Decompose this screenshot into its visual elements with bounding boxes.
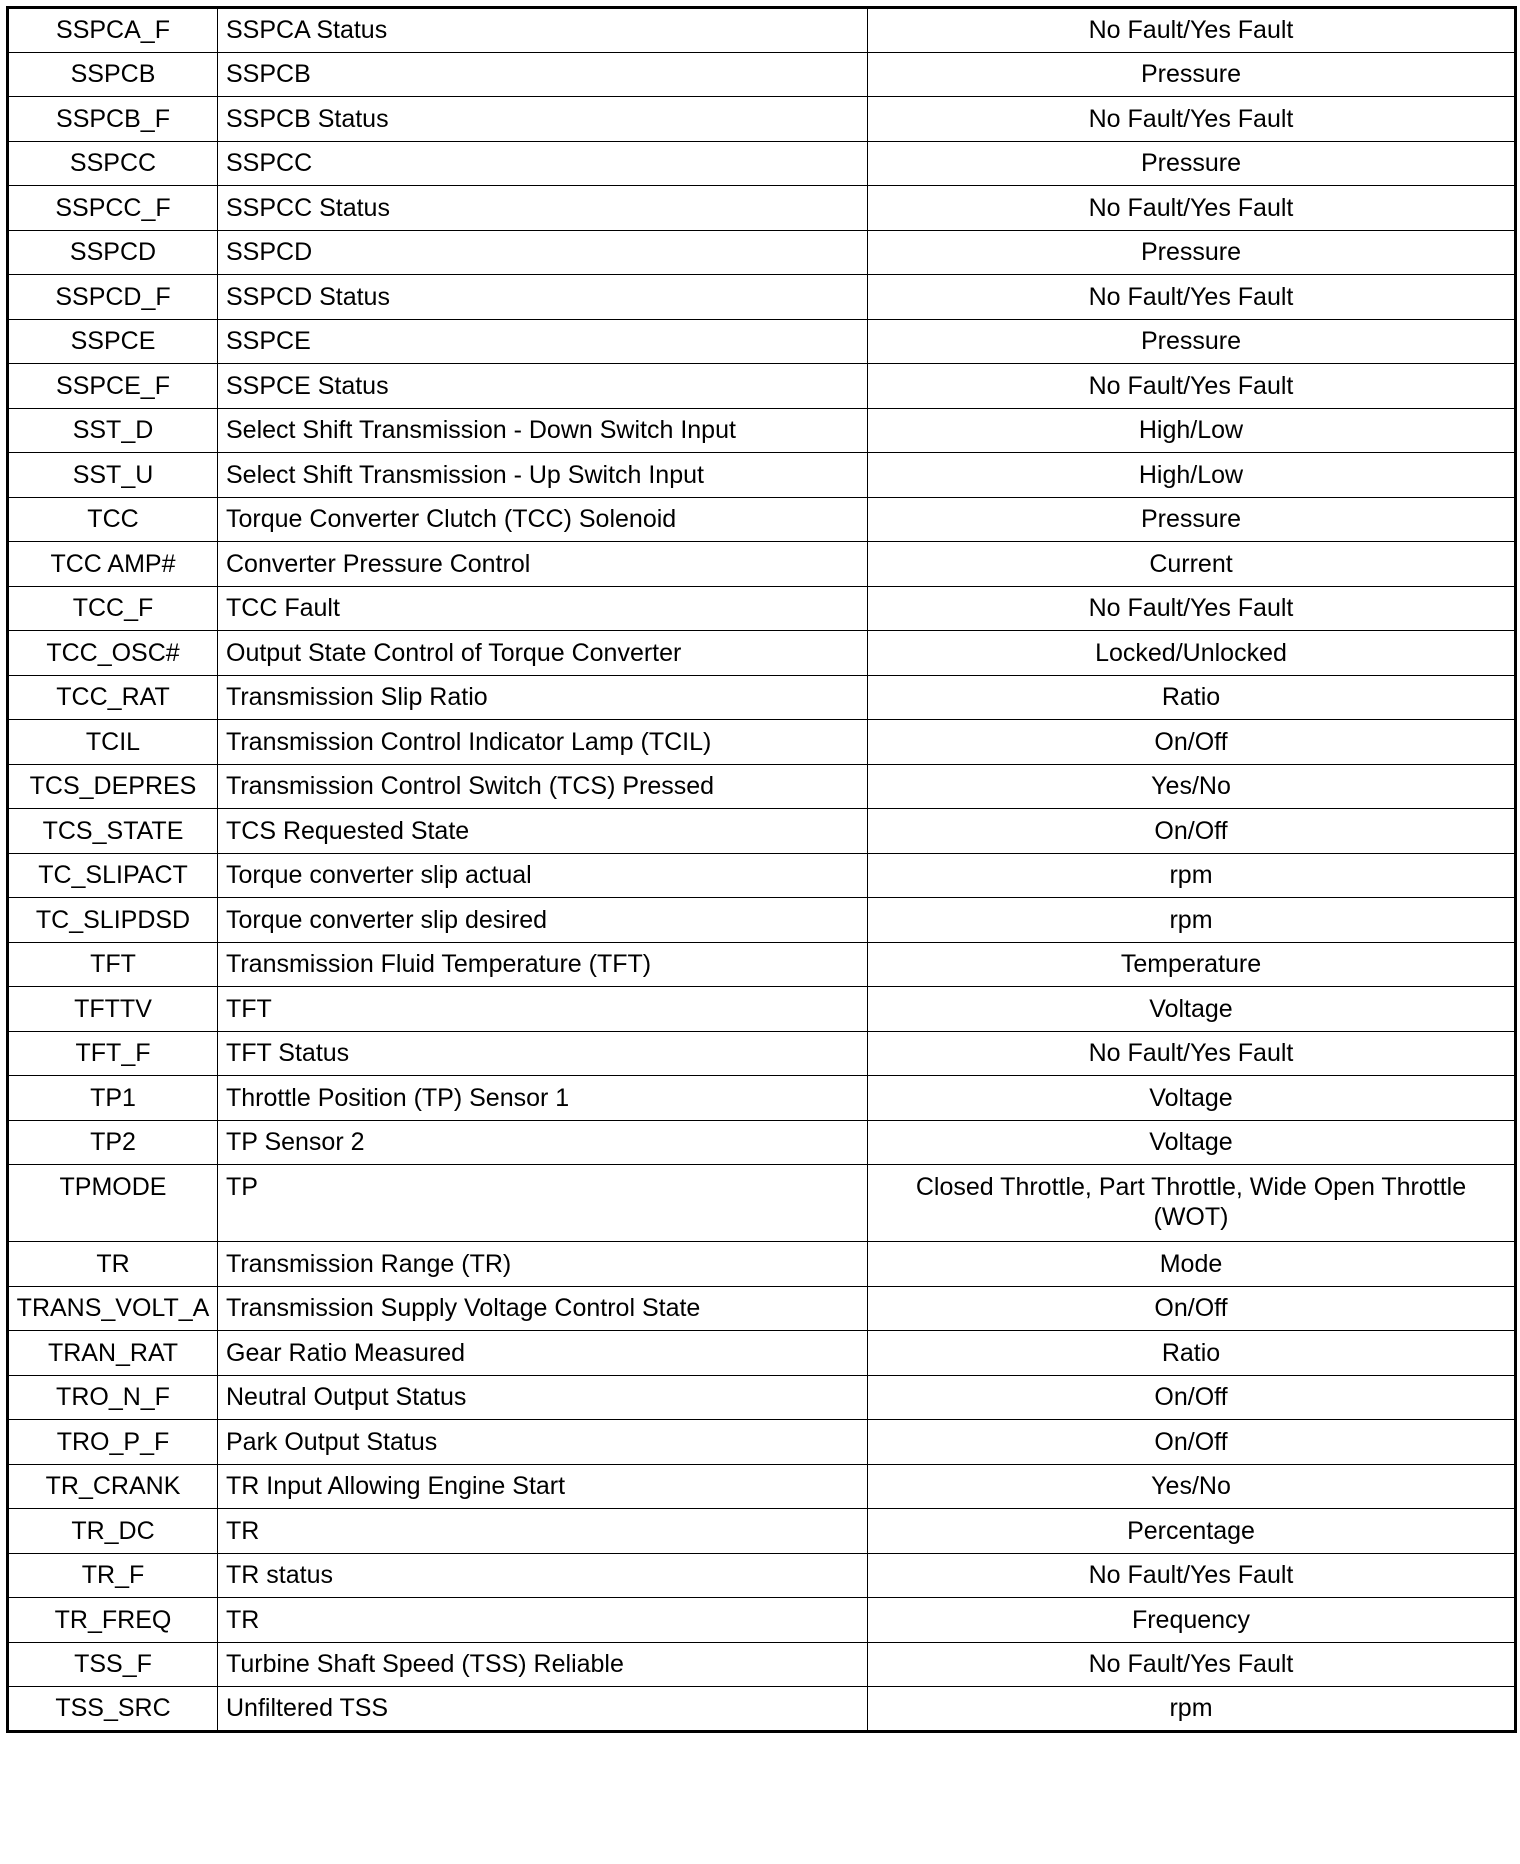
abbreviation-cell: SSPCB_F xyxy=(8,97,218,142)
description-cell: Torque Converter Clutch (TCC) Solenoid xyxy=(218,497,868,542)
description-cell: SSPCA Status xyxy=(218,8,868,53)
units-cell: No Fault/Yes Fault xyxy=(868,186,1516,231)
description-cell: TCC Fault xyxy=(218,586,868,631)
table-row xyxy=(8,1242,1516,1287)
abbreviation-cell: TCIL xyxy=(8,720,218,765)
units-cell: Pressure xyxy=(868,230,1516,275)
description-cell: TR xyxy=(218,1598,868,1643)
description-cell: Transmission Range (TR) xyxy=(218,1242,868,1287)
description-cell: SSPCB Status xyxy=(218,97,868,142)
abbreviation-cell: TCS_STATE xyxy=(8,809,218,854)
abbreviation-cell: TR_F xyxy=(8,1553,218,1598)
table-row xyxy=(8,1331,1516,1376)
abbreviation-cell: TCC AMP# xyxy=(8,542,218,587)
description-cell: Unfiltered TSS xyxy=(218,1687,868,1732)
abbreviation-cell: SSPCC xyxy=(8,141,218,186)
description-cell: Transmission Control Switch (TCS) Pressed xyxy=(218,764,868,809)
description-cell: SSPCE Status xyxy=(218,364,868,409)
description-cell: TFT xyxy=(218,987,868,1032)
table-row xyxy=(8,453,1516,498)
table-row xyxy=(8,631,1516,676)
description-cell: SSPCB xyxy=(218,52,868,97)
abbreviation-cell: TCC_RAT xyxy=(8,675,218,720)
units-cell: No Fault/Yes Fault xyxy=(868,586,1516,631)
units-cell: On/Off xyxy=(868,1375,1516,1420)
table-row xyxy=(8,542,1516,587)
table-row xyxy=(8,497,1516,542)
description-cell: Transmission Supply Voltage Control State xyxy=(218,1286,868,1331)
units-cell: Voltage xyxy=(868,1120,1516,1165)
abbreviation-cell: SSPCD xyxy=(8,230,218,275)
abbreviation-cell: TFT xyxy=(8,942,218,987)
description-cell: TP xyxy=(218,1165,868,1242)
abbreviation-cell: TP1 xyxy=(8,1076,218,1121)
table-row xyxy=(8,1031,1516,1076)
units-cell: No Fault/Yes Fault xyxy=(868,364,1516,409)
description-cell: Converter Pressure Control xyxy=(218,542,868,587)
table-row xyxy=(8,1076,1516,1121)
units-cell: Pressure xyxy=(868,319,1516,364)
table-row xyxy=(8,364,1516,409)
abbreviation-cell: TR_CRANK xyxy=(8,1464,218,1509)
table-row xyxy=(8,1464,1516,1509)
table-row xyxy=(8,275,1516,320)
description-cell: SSPCD xyxy=(218,230,868,275)
abbreviation-cell: TSS_F xyxy=(8,1642,218,1687)
units-cell: No Fault/Yes Fault xyxy=(868,1553,1516,1598)
units-cell: High/Low xyxy=(868,453,1516,498)
abbreviation-cell: TR_DC xyxy=(8,1509,218,1554)
units-cell: Locked/Unlocked xyxy=(868,631,1516,676)
table-row xyxy=(8,1375,1516,1420)
abbreviation-cell: TCC xyxy=(8,497,218,542)
description-cell: TR status xyxy=(218,1553,868,1598)
abbreviation-cell: TCS_DEPRES xyxy=(8,764,218,809)
description-cell: Throttle Position (TP) Sensor 1 xyxy=(218,1076,868,1121)
table-row xyxy=(8,942,1516,987)
abbreviation-cell: SSPCE_F xyxy=(8,364,218,409)
abbreviation-cell: TC_SLIPDSD xyxy=(8,898,218,943)
table-row xyxy=(8,1509,1516,1554)
description-cell: Neutral Output Status xyxy=(218,1375,868,1420)
units-cell: Pressure xyxy=(868,497,1516,542)
units-cell: On/Off xyxy=(868,809,1516,854)
units-cell: On/Off xyxy=(868,1286,1516,1331)
description-cell: Torque converter slip actual xyxy=(218,853,868,898)
description-cell: Transmission Fluid Temperature (TFT) xyxy=(218,942,868,987)
units-cell: Voltage xyxy=(868,1076,1516,1121)
table-row xyxy=(8,408,1516,453)
units-cell: No Fault/Yes Fault xyxy=(868,275,1516,320)
description-cell: Turbine Shaft Speed (TSS) Reliable xyxy=(218,1642,868,1687)
table-row xyxy=(8,97,1516,142)
table-row xyxy=(8,586,1516,631)
abbreviation-cell: SST_D xyxy=(8,408,218,453)
table-row xyxy=(8,1598,1516,1643)
units-cell: Temperature xyxy=(868,942,1516,987)
units-cell: Yes/No xyxy=(868,764,1516,809)
units-cell: No Fault/Yes Fault xyxy=(868,1031,1516,1076)
abbreviation-cell: SSPCD_F xyxy=(8,275,218,320)
table-row xyxy=(8,1687,1516,1732)
abbreviation-cell: TRANS_VOLT_A xyxy=(8,1286,218,1331)
units-cell: Ratio xyxy=(868,1331,1516,1376)
abbreviation-cell: TR_FREQ xyxy=(8,1598,218,1643)
abbreviation-cell: SSPCB xyxy=(8,52,218,97)
description-cell: SSPCE xyxy=(218,319,868,364)
abbreviation-cell: SSPCA_F xyxy=(8,8,218,53)
units-cell: rpm xyxy=(868,898,1516,943)
abbreviation-cell: TPMODE xyxy=(8,1165,218,1242)
description-cell: Output State Control of Torque Converter xyxy=(218,631,868,676)
description-cell: TP Sensor 2 xyxy=(218,1120,868,1165)
abbreviation-cell: TFT_F xyxy=(8,1031,218,1076)
table-row xyxy=(8,987,1516,1032)
description-cell: Select Shift Transmission - Down Switch Input xyxy=(218,408,868,453)
abbreviation-cell: TRAN_RAT xyxy=(8,1331,218,1376)
units-cell: Voltage xyxy=(868,987,1516,1032)
description-cell: Gear Ratio Measured xyxy=(218,1331,868,1376)
scan-data-table xyxy=(6,6,1517,1733)
units-cell: No Fault/Yes Fault xyxy=(868,8,1516,53)
abbreviation-cell: TRO_P_F xyxy=(8,1420,218,1465)
units-cell: Pressure xyxy=(868,141,1516,186)
table-row xyxy=(8,319,1516,364)
units-cell: rpm xyxy=(868,1687,1516,1732)
units-cell: Percentage xyxy=(868,1509,1516,1554)
abbreviation-cell: TRO_N_F xyxy=(8,1375,218,1420)
abbreviation-cell: TFTTV xyxy=(8,987,218,1032)
units-cell: rpm xyxy=(868,853,1516,898)
table-row xyxy=(8,1553,1516,1598)
table-row xyxy=(8,1165,1516,1242)
table-row xyxy=(8,720,1516,765)
description-cell: Select Shift Transmission - Up Switch Input xyxy=(218,453,868,498)
table-row xyxy=(8,186,1516,231)
abbreviation-cell: TR xyxy=(8,1242,218,1287)
units-cell: Mode xyxy=(868,1242,1516,1287)
table-row xyxy=(8,8,1516,53)
units-cell: On/Off xyxy=(868,720,1516,765)
table-row xyxy=(8,809,1516,854)
abbreviation-cell: TCC_F xyxy=(8,586,218,631)
abbreviation-cell: TSS_SRC xyxy=(8,1687,218,1732)
table-body xyxy=(8,8,1516,1732)
units-cell: Pressure xyxy=(868,52,1516,97)
table-row xyxy=(8,1120,1516,1165)
description-cell: SSPCD Status xyxy=(218,275,868,320)
description-cell: Torque converter slip desired xyxy=(218,898,868,943)
units-cell: No Fault/Yes Fault xyxy=(868,1642,1516,1687)
table-row xyxy=(8,764,1516,809)
description-cell: SSPCC xyxy=(218,141,868,186)
units-cell: No Fault/Yes Fault xyxy=(868,97,1516,142)
units-cell: Ratio xyxy=(868,675,1516,720)
description-cell: Transmission Control Indicator Lamp (TCIL) xyxy=(218,720,868,765)
units-cell: Yes/No xyxy=(868,1464,1516,1509)
description-cell: Transmission Slip Ratio xyxy=(218,675,868,720)
description-cell: TFT Status xyxy=(218,1031,868,1076)
table-row xyxy=(8,230,1516,275)
description-cell: Park Output Status xyxy=(218,1420,868,1465)
abbreviation-cell: TCC_OSC# xyxy=(8,631,218,676)
units-cell: Frequency xyxy=(868,1598,1516,1643)
units-cell: Closed Throttle, Part Throttle, Wide Open Throttle (WOT) xyxy=(868,1165,1516,1242)
table-row xyxy=(8,141,1516,186)
table-row xyxy=(8,898,1516,943)
abbreviation-cell: SST_U xyxy=(8,453,218,498)
table-row xyxy=(8,675,1516,720)
description-cell: TR Input Allowing Engine Start xyxy=(218,1464,868,1509)
units-cell: High/Low xyxy=(868,408,1516,453)
description-cell: TCS Requested State xyxy=(218,809,868,854)
table-row xyxy=(8,52,1516,97)
description-cell: SSPCC Status xyxy=(218,186,868,231)
table-row xyxy=(8,853,1516,898)
table-row xyxy=(8,1642,1516,1687)
units-cell: On/Off xyxy=(868,1420,1516,1465)
description-cell: TR xyxy=(218,1509,868,1554)
abbreviation-cell: SSPCC_F xyxy=(8,186,218,231)
units-cell: Current xyxy=(868,542,1516,587)
abbreviation-cell: TP2 xyxy=(8,1120,218,1165)
table-row xyxy=(8,1420,1516,1465)
abbreviation-cell: SSPCE xyxy=(8,319,218,364)
abbreviation-cell: TC_SLIPACT xyxy=(8,853,218,898)
table-row xyxy=(8,1286,1516,1331)
